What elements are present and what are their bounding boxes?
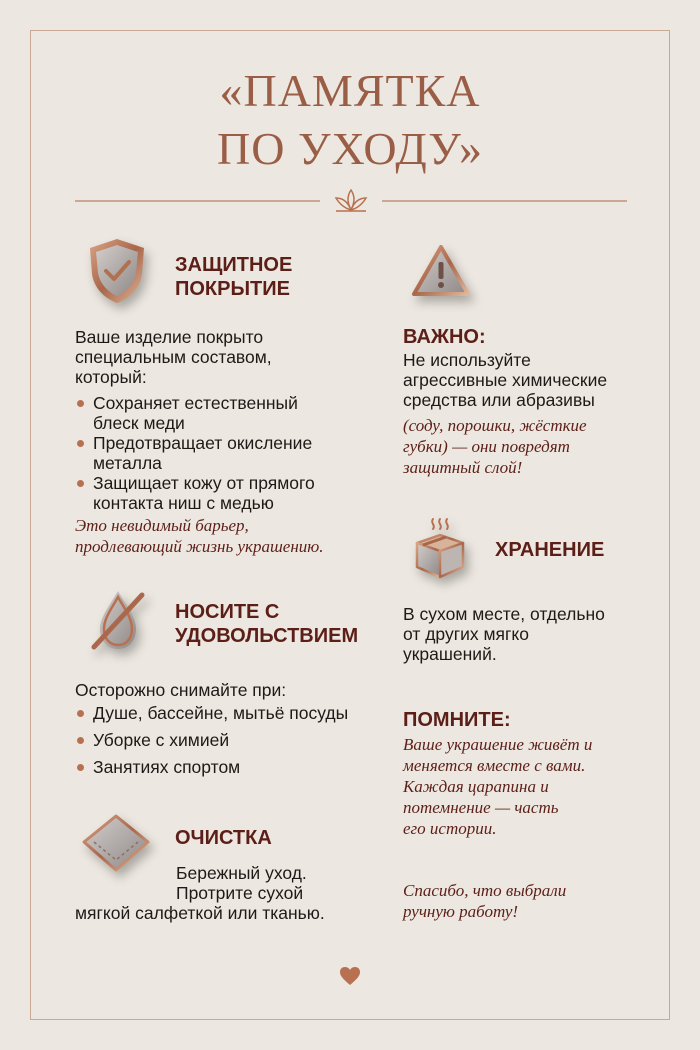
divider-left bbox=[75, 200, 320, 202]
title-line-2: ПО УХОДУ» bbox=[217, 123, 483, 174]
page-title bbox=[0, 62, 700, 178]
divider-right bbox=[382, 200, 627, 202]
protective-heading: ЗАЩИТНОЕ ПОКРЫТИЕ bbox=[175, 254, 293, 300]
remember-heading: ПОМНИТЕ: bbox=[403, 709, 511, 731]
wear-heading: НОСИТЕ С УДОВОЛЬСТВИЕМ bbox=[175, 601, 359, 647]
cleaning-text: Бережный уход. Протрите сухой мягкой салфеткой или тканью. bbox=[75, 863, 325, 923]
box-storage-icon bbox=[409, 515, 471, 581]
protective-intro: Ваше изделие покрыто специальным составом, который: bbox=[75, 327, 272, 387]
water-drop-crossed-icon bbox=[88, 587, 148, 655]
important-heading: ВАЖНО: bbox=[403, 326, 486, 348]
list-item: Предотвращает окисление металла bbox=[75, 433, 375, 473]
storage-text: В сухом месте, отдельно от других мягко украшений. bbox=[403, 604, 605, 664]
warning-icon bbox=[411, 244, 471, 298]
thanks-text: Спасибо, что выбрали ручную работу! bbox=[403, 881, 567, 921]
list-item: Занятиях спортом bbox=[75, 757, 385, 777]
cleaning-heading: ОЧИСТКА bbox=[175, 827, 272, 849]
list-item: Сохраняет естественный блеск меди bbox=[75, 393, 375, 433]
wear-intro: Осторожно снимайте при: bbox=[75, 680, 287, 700]
shield-check-icon bbox=[86, 236, 148, 306]
protective-bullets bbox=[75, 393, 375, 513]
protective-note: Это невидимый барьер, продлевающий жизнь украшению. bbox=[75, 516, 324, 556]
remember-text: Ваше украшение живёт и меняется вместе с вами. Каждая царапина и потемнение — часть его истории. bbox=[403, 735, 593, 838]
list-item: Душе, бассейне, мытьё посуды bbox=[75, 703, 385, 723]
leaf-ornament-icon bbox=[330, 186, 372, 214]
storage-heading: ХРАНЕНИЕ bbox=[495, 539, 605, 561]
important-note: (соду, порошки, жёсткие губки) — они повредят защитный слой! bbox=[403, 416, 587, 477]
important-text: Не используйте агрессивные химические средства или абразивы bbox=[403, 350, 608, 410]
list-item: Защищает кожу от прямого контакта ниш с медью bbox=[75, 473, 375, 513]
list-item: Уборке с химией bbox=[75, 730, 385, 750]
heart-icon bbox=[339, 966, 361, 986]
wear-bullets bbox=[75, 703, 385, 777]
title-line-1: «ПАМЯТКА bbox=[219, 65, 481, 116]
